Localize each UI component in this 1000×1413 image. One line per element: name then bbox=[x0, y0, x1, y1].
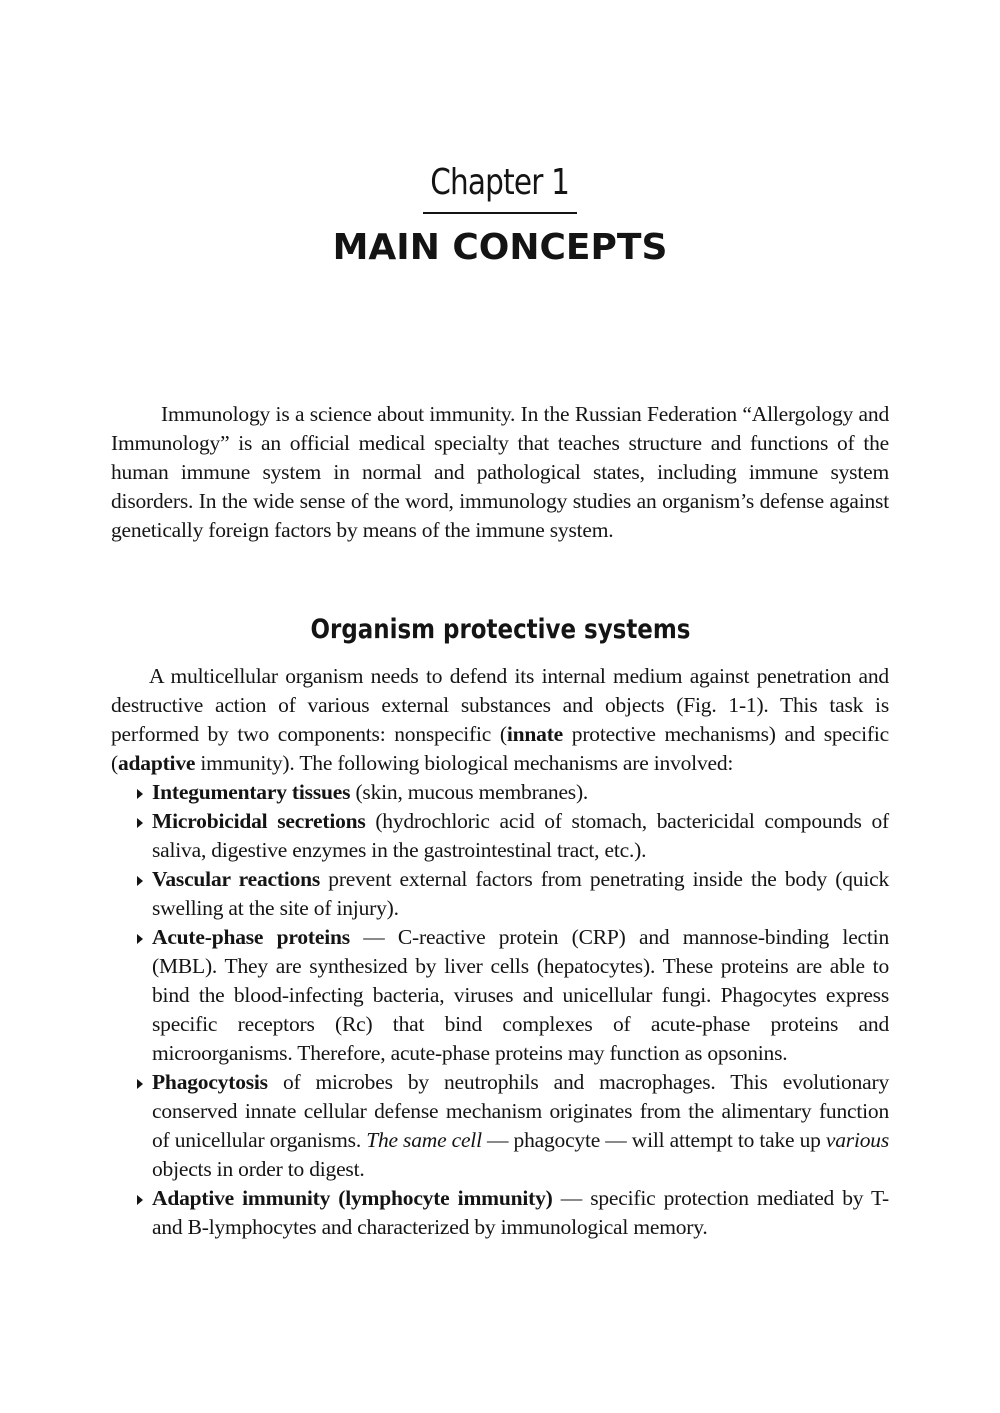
item-term: Phagocytosis bbox=[152, 1070, 268, 1094]
item-text: prevent external factors from penetrating inside the body (quick swelling at the site of injury). bbox=[152, 867, 889, 920]
item-text: — specific protection mediated by T- and B-lymphocytes and characterized by immunological memory. bbox=[152, 1186, 889, 1239]
paragraph-text: A multicellular organism needs to defend its internal medium against penetration and destructive action of various external substances and objects (Fig. 1-1). This task is performed by two components: nonspecific ( bbox=[111, 664, 889, 746]
intro-paragraph: Immunology is a science about immunity. In the Russian Federation “Allergology and Immunology” is an official medical specialty that teaches structure and functions of the human immune system in normal and pathological states, including immune system disorders. In the wide sense of the word, immunology studies an organism’s defense against genetically foreign factors by means of the immune system. bbox=[111, 402, 889, 542]
item-text: (skin, mucous membranes). bbox=[350, 780, 589, 804]
list-item bbox=[152, 865, 889, 923]
item-term: Adaptive immunity (lymphocyte immunity) bbox=[152, 1186, 553, 1210]
section-heading bbox=[0, 612, 1000, 648]
item-emphasis: The same cell bbox=[366, 1128, 482, 1152]
item-term: Acute-phase proteins bbox=[152, 925, 350, 949]
chapter-header bbox=[0, 160, 1000, 270]
chapter-divider bbox=[423, 212, 577, 214]
item-text: — phagocyte — will attempt to take up bbox=[481, 1128, 826, 1152]
section-heading-text: Organism protective systems bbox=[310, 614, 690, 645]
list-item bbox=[152, 778, 889, 807]
item-term: Microbicidal secretions bbox=[152, 809, 366, 833]
item-text: objects in order to digest. bbox=[152, 1157, 365, 1181]
triangle-bullet-icon bbox=[137, 789, 143, 799]
list-item bbox=[152, 807, 889, 865]
triangle-bullet-icon bbox=[137, 818, 143, 828]
triangle-bullet-icon bbox=[137, 1079, 143, 1089]
triangle-bullet-icon bbox=[137, 934, 143, 944]
chapter-label: Chapter 1 bbox=[430, 162, 570, 203]
triangle-bullet-icon bbox=[137, 876, 143, 886]
intro-section bbox=[111, 400, 889, 545]
item-text: (hydrochloric acid of stomach, bactericidal compounds of saliva, digestive enzymes in the gastrointestinal tract, etc.). bbox=[152, 809, 889, 862]
paragraph-text: immunity). The following biological mechanisms are involved: bbox=[195, 751, 734, 775]
section-paragraph bbox=[111, 662, 889, 778]
item-term: Integumentary tissues bbox=[152, 780, 351, 804]
paragraph-text: protective mechanisms) and specific ( bbox=[111, 722, 889, 775]
list-item bbox=[152, 923, 889, 1068]
term-innate: innate bbox=[506, 722, 564, 746]
mechanisms-list bbox=[111, 778, 889, 1242]
item-emphasis: various bbox=[825, 1128, 889, 1152]
list-item bbox=[152, 1068, 889, 1184]
item-text: of microbes by neutrophils and macrophages. This evolutionary conserved innate cellular defense mechanism originates from the alimentary function of unicellular organisms. bbox=[152, 1070, 889, 1152]
term-adaptive: adaptive bbox=[117, 751, 196, 775]
list-item bbox=[152, 1184, 889, 1242]
chapter-title: MAIN CONCEPTS bbox=[332, 227, 668, 268]
section-body bbox=[111, 662, 889, 1242]
item-term: Vascular reactions bbox=[152, 867, 321, 891]
item-text: — C-reactive protein (CRP) and mannose-binding lectin (MBL). They are synthesized by liver cells (hepatocytes). These proteins are able to bind the blood-infecting bacteria, viruses and unicellular fungi. Phagocytes express specific receptors (Rc) that bind complexes of acute-phase proteins and microorganisms. Therefore, acute-phase proteins may function as opsonins. bbox=[152, 925, 889, 1065]
triangle-bullet-icon bbox=[137, 1195, 143, 1205]
